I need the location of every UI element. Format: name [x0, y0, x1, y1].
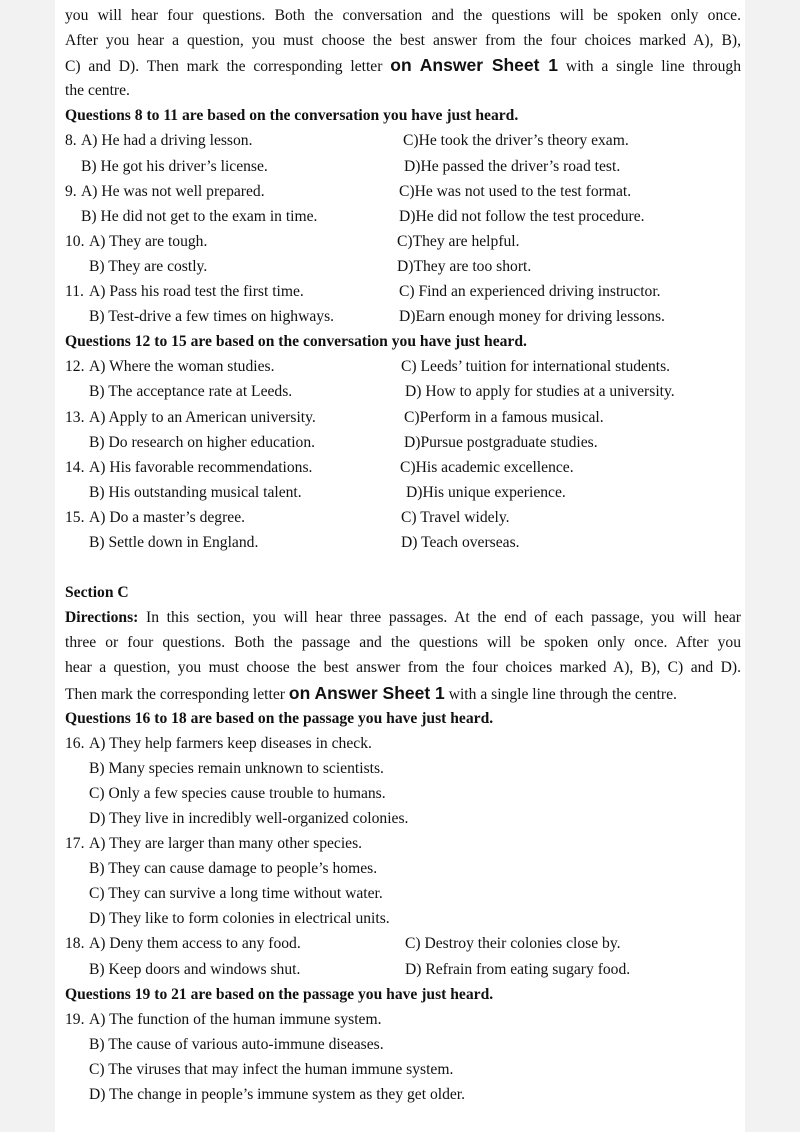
directions-line	[65, 605, 741, 630]
option-c: C) Leeds’ tuition for international students.	[401, 358, 671, 376]
question-row	[65, 455, 741, 480]
section-title: Section C	[65, 584, 129, 602]
question-group-heading: Questions 8 to 11 are based on the conversation you have just heard.	[65, 107, 519, 125]
question-number: 16.	[65, 734, 85, 752]
option-d: D) They live in incredibly well-organized colonies.	[89, 810, 409, 827]
option-a: A) They are larger than many other species.	[89, 835, 363, 853]
option-c: C) They can survive a long time without water.	[89, 885, 383, 903]
question-row	[65, 229, 741, 254]
option-a: A) The function of the human immune system.	[89, 1010, 382, 1028]
question-row	[65, 756, 741, 781]
question-row	[65, 154, 741, 179]
question-number: 15.	[65, 508, 85, 526]
question-row	[65, 1057, 741, 1082]
intro-line: After you hear a question, you must choose the best answer from the four choices marked A), B),	[65, 32, 741, 50]
intro-line: you will hear four questions. Both the conversation and the questions will be spoken only once.	[65, 7, 741, 24]
question-group-heading: Questions 16 to 18 are based on the passage you have just heard.	[65, 709, 494, 727]
intro-text: with a single line through	[558, 58, 741, 76]
option-b: B) He did not get to the exam in time.	[81, 207, 318, 225]
question-row	[65, 254, 741, 279]
question-group-heading: Questions 19 to 21 are based on the passage you have just heard.	[65, 985, 494, 1003]
option-b: B) They are costly.	[89, 257, 208, 275]
question-row	[65, 530, 741, 555]
option-d: D) The change in people’s immune system as they get older.	[89, 1086, 466, 1104]
question-number: 14.	[65, 458, 85, 476]
option-b: B) The cause of various auto-immune diseases.	[89, 1035, 384, 1053]
question-row	[65, 806, 741, 831]
option-b: B) He got his driver’s license.	[81, 157, 268, 175]
question-row	[65, 1082, 741, 1107]
option-d: D) Refrain from eating sugary food.	[405, 960, 631, 978]
question-row	[65, 128, 741, 153]
option-a: A) His favorable recommendations.	[89, 458, 313, 476]
option-a: A) He had a driving lesson.	[81, 132, 253, 150]
question-row	[65, 957, 741, 982]
directions-line	[65, 681, 741, 706]
option-a: A) They are tough.	[89, 232, 208, 250]
question-row	[65, 731, 741, 756]
option-c: C)His academic excellence.	[400, 458, 574, 476]
option-a: A) Deny them access to any food.	[89, 935, 301, 953]
directions-line: hear a question, you must choose the best answer from the four choices marked A), B), C) and D).	[65, 659, 741, 677]
option-d: D) They like to form colonies in electrical units.	[89, 910, 390, 928]
option-a: A) Pass his road test the first time.	[89, 283, 304, 301]
directions-label: Directions:	[65, 609, 139, 627]
option-c: C)Perform in a famous musical.	[404, 408, 604, 426]
intro-line	[65, 53, 741, 78]
option-b: B) Many species remain unknown to scientists.	[89, 759, 384, 777]
answer-sheet-label: on Answer Sheet 1	[288, 682, 445, 703]
option-a: A) They help farmers keep diseases in check.	[89, 734, 372, 752]
question-row	[65, 505, 741, 530]
question-number: 11.	[65, 283, 84, 301]
question-row	[65, 906, 741, 931]
option-b: B) Test-drive a few times on highways.	[89, 308, 335, 326]
exam-page	[55, 0, 745, 1132]
option-b: B) Keep doors and windows shut.	[89, 960, 301, 978]
spacer	[65, 555, 741, 580]
question-row	[65, 405, 741, 430]
question-row	[65, 881, 741, 906]
intro-text: C) and D). Then mark the corresponding letter	[65, 58, 391, 76]
question-number: 19.	[65, 1010, 85, 1028]
question-row	[65, 179, 741, 204]
option-a: A) Apply to an American university.	[89, 408, 316, 426]
directions-text: with a single line through the centre.	[444, 685, 677, 703]
question-row	[65, 304, 741, 329]
option-c: C) Destroy their colonies close by.	[405, 935, 621, 953]
question-row	[65, 856, 741, 881]
directions-text: In this section, you will hear three passages. At the end of each passage, you will hear	[138, 609, 741, 627]
question-number: 10.	[65, 232, 85, 250]
option-c: C)He was not used to the test format.	[399, 182, 632, 200]
question-row	[65, 204, 741, 229]
option-d: D) Teach overseas.	[401, 533, 520, 551]
option-d: D)He passed the driver’s road test.	[404, 157, 621, 175]
option-c: C) The viruses that may infect the human immune system.	[89, 1060, 454, 1078]
option-d: D)They are too short.	[397, 257, 532, 275]
directions-text: Then mark the corresponding letter	[65, 685, 289, 703]
question-row	[65, 931, 741, 956]
option-b: B) Settle down in England.	[89, 533, 259, 551]
option-a: A) Do a master’s degree.	[89, 508, 246, 526]
option-a: A) He was not well prepared.	[81, 182, 265, 200]
question-row	[65, 831, 741, 856]
option-d: D)Pursue postgraduate studies.	[404, 433, 598, 451]
option-c: C)They are helpful.	[397, 232, 520, 250]
option-c: C) Find an experienced driving instructor.	[399, 283, 661, 301]
option-b: B) They can cause damage to people’s homes.	[89, 860, 378, 878]
option-d: D)Earn enough money for driving lessons.	[399, 308, 665, 326]
directions-line: three or four questions. Both the passage and the questions will be spoken only once. After you	[65, 634, 741, 652]
option-c: C)He took the driver’s theory exam.	[403, 132, 629, 150]
option-a: A) Where the woman studies.	[89, 358, 275, 376]
question-number: 18.	[65, 935, 85, 953]
option-b: B) The acceptance rate at Leeds.	[89, 383, 293, 401]
question-row	[65, 354, 741, 379]
page-content	[65, 3, 741, 1107]
question-number: 8.	[65, 132, 77, 150]
option-b: B) Do research on higher education.	[89, 433, 316, 451]
question-number: 9.	[65, 182, 77, 200]
question-number: 13.	[65, 408, 85, 426]
option-d: D)He did not follow the test procedure.	[399, 207, 645, 225]
answer-sheet-label: on Answer Sheet 1	[390, 55, 559, 76]
question-row	[65, 480, 741, 505]
question-row	[65, 379, 741, 404]
option-d: D) How to apply for studies at a university.	[405, 383, 675, 401]
question-row	[65, 279, 741, 304]
option-d: D)His unique experience.	[406, 483, 566, 501]
question-row	[65, 1007, 741, 1032]
option-c: C) Travel widely.	[401, 508, 510, 526]
intro-line: the centre.	[65, 82, 130, 100]
question-row	[65, 1032, 741, 1057]
question-row	[65, 430, 741, 455]
question-number: 17.	[65, 835, 85, 853]
question-number: 12.	[65, 358, 85, 376]
option-c: C) Only a few species cause trouble to humans.	[89, 784, 386, 802]
question-row	[65, 781, 741, 806]
question-group-heading: Questions 12 to 15 are based on the conversation you have just heard.	[65, 333, 527, 351]
option-b: B) His outstanding musical talent.	[89, 483, 302, 501]
